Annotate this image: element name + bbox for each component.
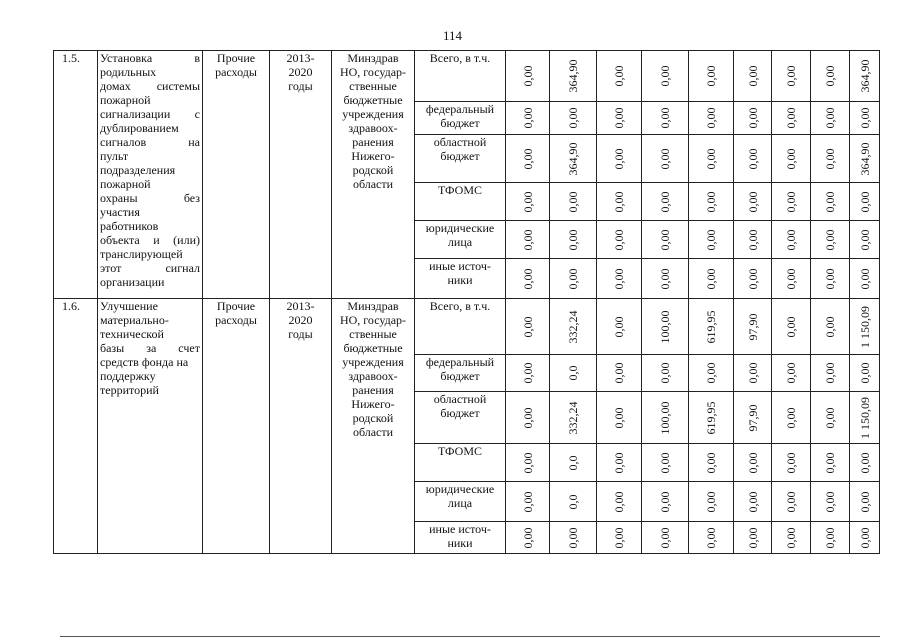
text-line: подразделения xyxy=(100,163,176,177)
text-line: домах системы xyxy=(100,79,200,93)
amount-cell xyxy=(772,183,811,221)
amount-value: 0,00 xyxy=(566,107,580,129)
amount-value: 0,00 xyxy=(566,527,580,548)
text-line: 2013- xyxy=(286,299,315,313)
amount-value: 0,00 xyxy=(857,362,872,384)
amount-value: 364,90 xyxy=(857,142,872,175)
text-line: годы xyxy=(288,327,313,341)
text-line: Улучшение xyxy=(100,299,158,313)
amount-value: 0,00 xyxy=(823,229,837,250)
amount-value: 1 150,09 xyxy=(857,305,872,348)
amount-cell xyxy=(597,183,642,221)
amount-cell xyxy=(597,259,642,299)
amount-value: 0,00 xyxy=(784,107,798,129)
amount-cell xyxy=(811,355,850,392)
amount-cell xyxy=(597,51,642,102)
amount-cell xyxy=(597,102,642,135)
amount-cell xyxy=(642,259,689,299)
text-line: бюджетные xyxy=(343,341,403,355)
text-line: 2013- xyxy=(286,51,315,65)
amount-value: 0,00 xyxy=(784,148,798,169)
amount-cell xyxy=(734,392,772,444)
amount-value: 0,00 xyxy=(566,229,580,250)
amount-value: 332,24 xyxy=(566,401,580,434)
funding-source: областной бюджет xyxy=(415,135,506,183)
text-line: 2020 xyxy=(288,65,313,79)
amount-value: 0,00 xyxy=(745,229,760,250)
text-line: участия xyxy=(100,205,140,219)
amount-value: 0,00 xyxy=(745,107,760,129)
text-line: Минздрав xyxy=(347,299,399,313)
amount-value: 100,00 xyxy=(658,310,672,343)
amount-value: 0,00 xyxy=(520,407,535,428)
text-line: материально- xyxy=(100,313,169,327)
funding-source: федеральный бюджет xyxy=(415,102,506,135)
amount-cell xyxy=(772,482,811,522)
text-line: пожарной xyxy=(100,93,151,107)
text-line: Установка в xyxy=(100,51,200,65)
amount-value: 0,00 xyxy=(823,191,837,212)
text-line: Прочие xyxy=(216,299,256,313)
funding-source: иные источ- ники xyxy=(415,259,506,299)
amount-value: 0,00 xyxy=(857,527,872,548)
item-description xyxy=(98,299,203,554)
amount-value: 0,00 xyxy=(857,268,872,289)
funding-source: ТФОМС xyxy=(415,444,506,482)
amount-cell xyxy=(506,392,550,444)
amount-value: 0,00 xyxy=(520,65,535,87)
amount-cell xyxy=(772,355,811,392)
text-line: пульт xyxy=(100,149,129,163)
amount-cell xyxy=(597,221,642,259)
text-line: поддержку xyxy=(100,369,156,383)
amount-cell xyxy=(772,522,811,554)
amount-cell xyxy=(772,392,811,444)
amount-cell xyxy=(550,482,597,522)
amount-cell xyxy=(597,299,642,355)
text-line: ранения xyxy=(352,383,394,397)
amount-cell xyxy=(772,221,811,259)
text-line: родильных xyxy=(100,65,157,79)
amount-value: 0,00 xyxy=(520,362,535,384)
amount-value: 0,00 xyxy=(612,229,626,250)
amount-value: 0,00 xyxy=(823,65,837,87)
text-line: НО, государ- xyxy=(339,313,407,327)
text-line: годы xyxy=(288,79,313,93)
amount-cell xyxy=(850,482,880,522)
amount-cell xyxy=(689,355,734,392)
amount-cell xyxy=(734,51,772,102)
amount-value: 364,90 xyxy=(566,59,580,93)
amount-cell xyxy=(597,355,642,392)
amount-value: 0,00 xyxy=(704,191,718,212)
executor xyxy=(332,299,415,554)
amount-value: 0,00 xyxy=(857,452,872,473)
amount-cell xyxy=(506,299,550,355)
amount-value: 0,00 xyxy=(784,407,798,428)
amount-cell xyxy=(772,259,811,299)
amount-cell xyxy=(850,221,880,259)
amount-cell xyxy=(597,444,642,482)
text-line: НО, государ- xyxy=(339,65,407,79)
item-number: 1.5. xyxy=(54,51,98,299)
amount-cell xyxy=(850,444,880,482)
amount-value: 0,00 xyxy=(704,148,718,169)
amount-cell xyxy=(642,299,689,355)
amount-cell xyxy=(811,444,850,482)
text-line: учреждения xyxy=(342,107,404,121)
amount-cell xyxy=(550,299,597,355)
amount-value: 0,00 xyxy=(612,148,626,169)
amount-cell xyxy=(689,444,734,482)
text-line: родской xyxy=(352,411,394,425)
amount-value: 0,00 xyxy=(823,452,837,473)
amount-cell xyxy=(734,444,772,482)
amount-cell xyxy=(772,444,811,482)
amount-cell xyxy=(689,259,734,299)
amount-cell xyxy=(772,135,811,183)
amount-cell xyxy=(689,392,734,444)
text-line: охраны без xyxy=(100,191,200,205)
amount-value: 0,00 xyxy=(784,191,798,212)
amount-value: 0,00 xyxy=(784,362,798,384)
text-line: сигнализации с xyxy=(100,107,200,121)
bottom-rule xyxy=(60,636,880,637)
funding-source: областной бюджет xyxy=(415,392,506,444)
amount-cell xyxy=(642,51,689,102)
funding-source: иные источ- ники xyxy=(415,522,506,554)
amount-value: 0,00 xyxy=(566,191,580,212)
text-line: расходы xyxy=(215,65,257,79)
amount-value: 0,00 xyxy=(823,491,837,512)
amount-cell xyxy=(734,482,772,522)
period xyxy=(270,51,332,299)
item-description xyxy=(98,51,203,299)
amount-cell xyxy=(689,482,734,522)
amount-cell xyxy=(642,183,689,221)
amount-cell xyxy=(734,522,772,554)
amount-value: 0,00 xyxy=(823,268,837,289)
expense-type xyxy=(203,51,270,299)
amount-value: 0,00 xyxy=(520,268,535,289)
amount-value: 1 150,09 xyxy=(857,396,872,439)
amount-cell xyxy=(811,183,850,221)
text-line: пожарной xyxy=(100,177,151,191)
amount-cell xyxy=(506,135,550,183)
amount-value: 0,00 xyxy=(784,527,798,548)
amount-value: 100,00 xyxy=(658,401,672,434)
amount-cell xyxy=(850,135,880,183)
text-line: технической xyxy=(100,327,164,341)
text-line: здравоох- xyxy=(348,121,398,135)
text-line: области xyxy=(352,425,394,439)
amount-cell xyxy=(734,221,772,259)
amount-value: 0,00 xyxy=(784,491,798,512)
amount-cell xyxy=(642,355,689,392)
amount-value: 0,00 xyxy=(658,362,672,384)
item-number: 1.6. xyxy=(54,299,98,554)
page-number: 114 xyxy=(442,28,463,43)
amount-cell xyxy=(597,392,642,444)
amount-cell xyxy=(642,135,689,183)
amount-value: 0,00 xyxy=(704,362,718,384)
amount-cell xyxy=(850,51,880,102)
amount-cell xyxy=(811,135,850,183)
amount-cell xyxy=(550,355,597,392)
executor xyxy=(332,51,415,299)
amount-value: 0,00 xyxy=(857,191,872,212)
amount-value: 0,00 xyxy=(658,268,672,289)
amount-cell xyxy=(689,183,734,221)
amount-cell xyxy=(734,135,772,183)
text-line: транслирующей xyxy=(100,247,183,261)
amount-value: 0,00 xyxy=(784,452,798,473)
text-line: Нижего- xyxy=(351,149,395,163)
text-line: средств фонда на xyxy=(100,355,189,369)
amount-value: 0,00 xyxy=(658,65,672,87)
amount-value: 0,00 xyxy=(520,452,535,473)
text-line: базы за счет xyxy=(100,341,200,355)
amount-cell xyxy=(811,259,850,299)
amount-cell xyxy=(506,221,550,259)
amount-cell xyxy=(550,221,597,259)
amount-value: 619,95 xyxy=(704,310,718,343)
amount-cell xyxy=(689,102,734,135)
amount-value: 97,90 xyxy=(745,404,760,431)
text-line: работников xyxy=(100,219,159,233)
table-row xyxy=(54,299,880,355)
amount-value: 0,00 xyxy=(784,268,798,289)
amount-value: 0,00 xyxy=(704,268,718,289)
amount-value: 332,24 xyxy=(566,310,580,343)
text-line: области xyxy=(352,177,394,191)
amount-cell xyxy=(642,522,689,554)
amount-value: 0,00 xyxy=(612,527,626,548)
amount-cell xyxy=(734,259,772,299)
text-line: учреждения xyxy=(342,355,404,369)
amount-cell xyxy=(850,299,880,355)
amount-cell xyxy=(506,444,550,482)
funding-source: ТФОМС xyxy=(415,183,506,221)
amount-value: 0,00 xyxy=(612,65,626,87)
amount-value: 0,00 xyxy=(823,527,837,548)
amount-value: 0,00 xyxy=(704,527,718,548)
amount-value: 0,00 xyxy=(520,148,535,169)
funding-source: Всего, в т.ч. xyxy=(415,299,506,355)
amount-cell xyxy=(506,522,550,554)
amount-cell xyxy=(506,183,550,221)
amount-cell xyxy=(597,522,642,554)
amount-cell xyxy=(811,221,850,259)
amount-value: 0,00 xyxy=(612,452,626,473)
amount-value: 0,00 xyxy=(612,107,626,129)
amount-cell xyxy=(597,482,642,522)
amount-cell xyxy=(850,102,880,135)
amount-cell xyxy=(811,522,850,554)
amount-value: 0,0 xyxy=(566,365,580,381)
amount-value: 0,00 xyxy=(520,229,535,250)
amount-value: 0,00 xyxy=(658,452,672,473)
amount-cell xyxy=(689,299,734,355)
amount-value: 0,00 xyxy=(704,65,718,87)
amount-value: 0,00 xyxy=(823,148,837,169)
amount-value: 0,00 xyxy=(745,362,760,384)
amount-value: 364,90 xyxy=(857,59,872,93)
amount-cell xyxy=(506,102,550,135)
amount-value: 0,00 xyxy=(658,527,672,548)
amount-value: 0,00 xyxy=(745,268,760,289)
amount-cell xyxy=(642,392,689,444)
amount-cell xyxy=(811,392,850,444)
amount-cell xyxy=(772,102,811,135)
amount-value: 364,90 xyxy=(566,142,580,175)
amount-cell xyxy=(811,51,850,102)
amount-cell xyxy=(850,392,880,444)
budget-table xyxy=(53,50,880,554)
amount-cell xyxy=(689,522,734,554)
amount-cell xyxy=(811,299,850,355)
amount-value: 0,00 xyxy=(612,407,626,428)
amount-cell xyxy=(506,259,550,299)
amount-cell xyxy=(550,183,597,221)
funding-source: Всего, в т.ч. xyxy=(415,51,506,102)
funding-source: юридические лица xyxy=(415,221,506,259)
text-line: территорий xyxy=(100,383,159,397)
amount-cell xyxy=(506,51,550,102)
amount-value: 0,00 xyxy=(658,491,672,512)
expense-type xyxy=(203,299,270,554)
amount-cell xyxy=(689,135,734,183)
amount-cell xyxy=(734,102,772,135)
amount-cell xyxy=(734,299,772,355)
amount-value: 0,00 xyxy=(745,527,760,548)
amount-value: 0,00 xyxy=(704,229,718,250)
period xyxy=(270,299,332,554)
amount-value: 0,00 xyxy=(658,107,672,129)
amount-value: 0,00 xyxy=(658,229,672,250)
amount-value: 0,00 xyxy=(745,148,760,169)
amount-value: 0,00 xyxy=(745,191,760,212)
amount-cell xyxy=(850,183,880,221)
amount-value: 0,00 xyxy=(745,452,760,473)
text-line: объекта и (или) xyxy=(100,233,200,247)
amount-cell xyxy=(642,482,689,522)
text-line: дублированием xyxy=(100,121,179,135)
amount-cell xyxy=(550,259,597,299)
amount-value: 0,00 xyxy=(745,65,760,87)
amount-cell xyxy=(689,221,734,259)
amount-value: 0,00 xyxy=(704,452,718,473)
amount-value: 0,00 xyxy=(857,229,872,250)
text-line: расходы xyxy=(215,313,257,327)
amount-cell xyxy=(811,482,850,522)
amount-value: 0,00 xyxy=(784,65,798,87)
amount-cell xyxy=(506,355,550,392)
amount-value: 0,0 xyxy=(566,455,580,470)
text-line: этот сигнал xyxy=(100,261,200,275)
amount-value: 0,00 xyxy=(520,491,535,512)
amount-value: 0,00 xyxy=(823,407,837,428)
text-line: Прочие xyxy=(216,51,256,65)
amount-cell xyxy=(550,51,597,102)
funding-source: федеральный бюджет xyxy=(415,355,506,392)
amount-value: 0,00 xyxy=(612,491,626,512)
amount-cell xyxy=(642,102,689,135)
amount-value: 0,00 xyxy=(520,527,535,548)
text-line: Минздрав xyxy=(347,51,399,65)
amount-value: 0,00 xyxy=(857,491,872,512)
amount-value: 0,00 xyxy=(704,107,718,129)
amount-cell xyxy=(550,102,597,135)
amount-cell xyxy=(734,355,772,392)
amount-cell xyxy=(850,522,880,554)
amount-cell xyxy=(550,522,597,554)
amount-value: 0,00 xyxy=(784,229,798,250)
amount-value: 0,00 xyxy=(612,268,626,289)
text-line: ранения xyxy=(352,135,394,149)
amount-value: 0,00 xyxy=(857,107,872,129)
text-line: бюджетные xyxy=(343,93,403,107)
budget-table-body xyxy=(54,51,880,554)
text-line: ственные xyxy=(349,79,397,93)
text-line: 2020 xyxy=(288,313,313,327)
amount-value: 0,00 xyxy=(612,316,626,337)
amount-cell xyxy=(597,135,642,183)
amount-value: 0,00 xyxy=(520,107,535,129)
amount-cell xyxy=(642,221,689,259)
amount-value: 0,00 xyxy=(823,362,837,384)
text-line: родской xyxy=(352,163,394,177)
amount-value: 0,00 xyxy=(745,491,760,512)
text-line: здравоох- xyxy=(348,369,398,383)
amount-cell xyxy=(550,135,597,183)
amount-cell xyxy=(772,299,811,355)
text-line: ственные xyxy=(349,327,397,341)
amount-value: 0,00 xyxy=(566,268,580,289)
amount-value: 619,95 xyxy=(704,401,718,434)
table-row xyxy=(54,51,880,102)
amount-value: 0,0 xyxy=(566,494,580,509)
amount-value: 0,00 xyxy=(612,191,626,212)
amount-cell xyxy=(642,444,689,482)
amount-cell xyxy=(550,444,597,482)
amount-value: 0,00 xyxy=(823,107,837,129)
amount-cell xyxy=(734,183,772,221)
amount-value: 0,00 xyxy=(658,148,672,169)
amount-cell xyxy=(506,482,550,522)
amount-value: 0,00 xyxy=(520,191,535,212)
amount-value: 0,00 xyxy=(704,491,718,512)
amount-cell xyxy=(850,355,880,392)
text-line: организации xyxy=(100,275,165,289)
text-line: сигналов на xyxy=(100,135,200,149)
amount-cell xyxy=(550,392,597,444)
amount-cell xyxy=(772,51,811,102)
funding-source: юридические лица xyxy=(415,482,506,522)
amount-value: 0,00 xyxy=(612,362,626,384)
amount-cell xyxy=(689,51,734,102)
amount-value: 0,00 xyxy=(520,316,535,337)
amount-cell xyxy=(811,102,850,135)
amount-cell xyxy=(850,259,880,299)
amount-value: 0,00 xyxy=(658,191,672,212)
text-line: Нижего- xyxy=(351,397,395,411)
amount-value: 0,00 xyxy=(784,316,798,337)
amount-value: 0,00 xyxy=(823,316,837,337)
amount-value: 97,90 xyxy=(745,313,760,340)
